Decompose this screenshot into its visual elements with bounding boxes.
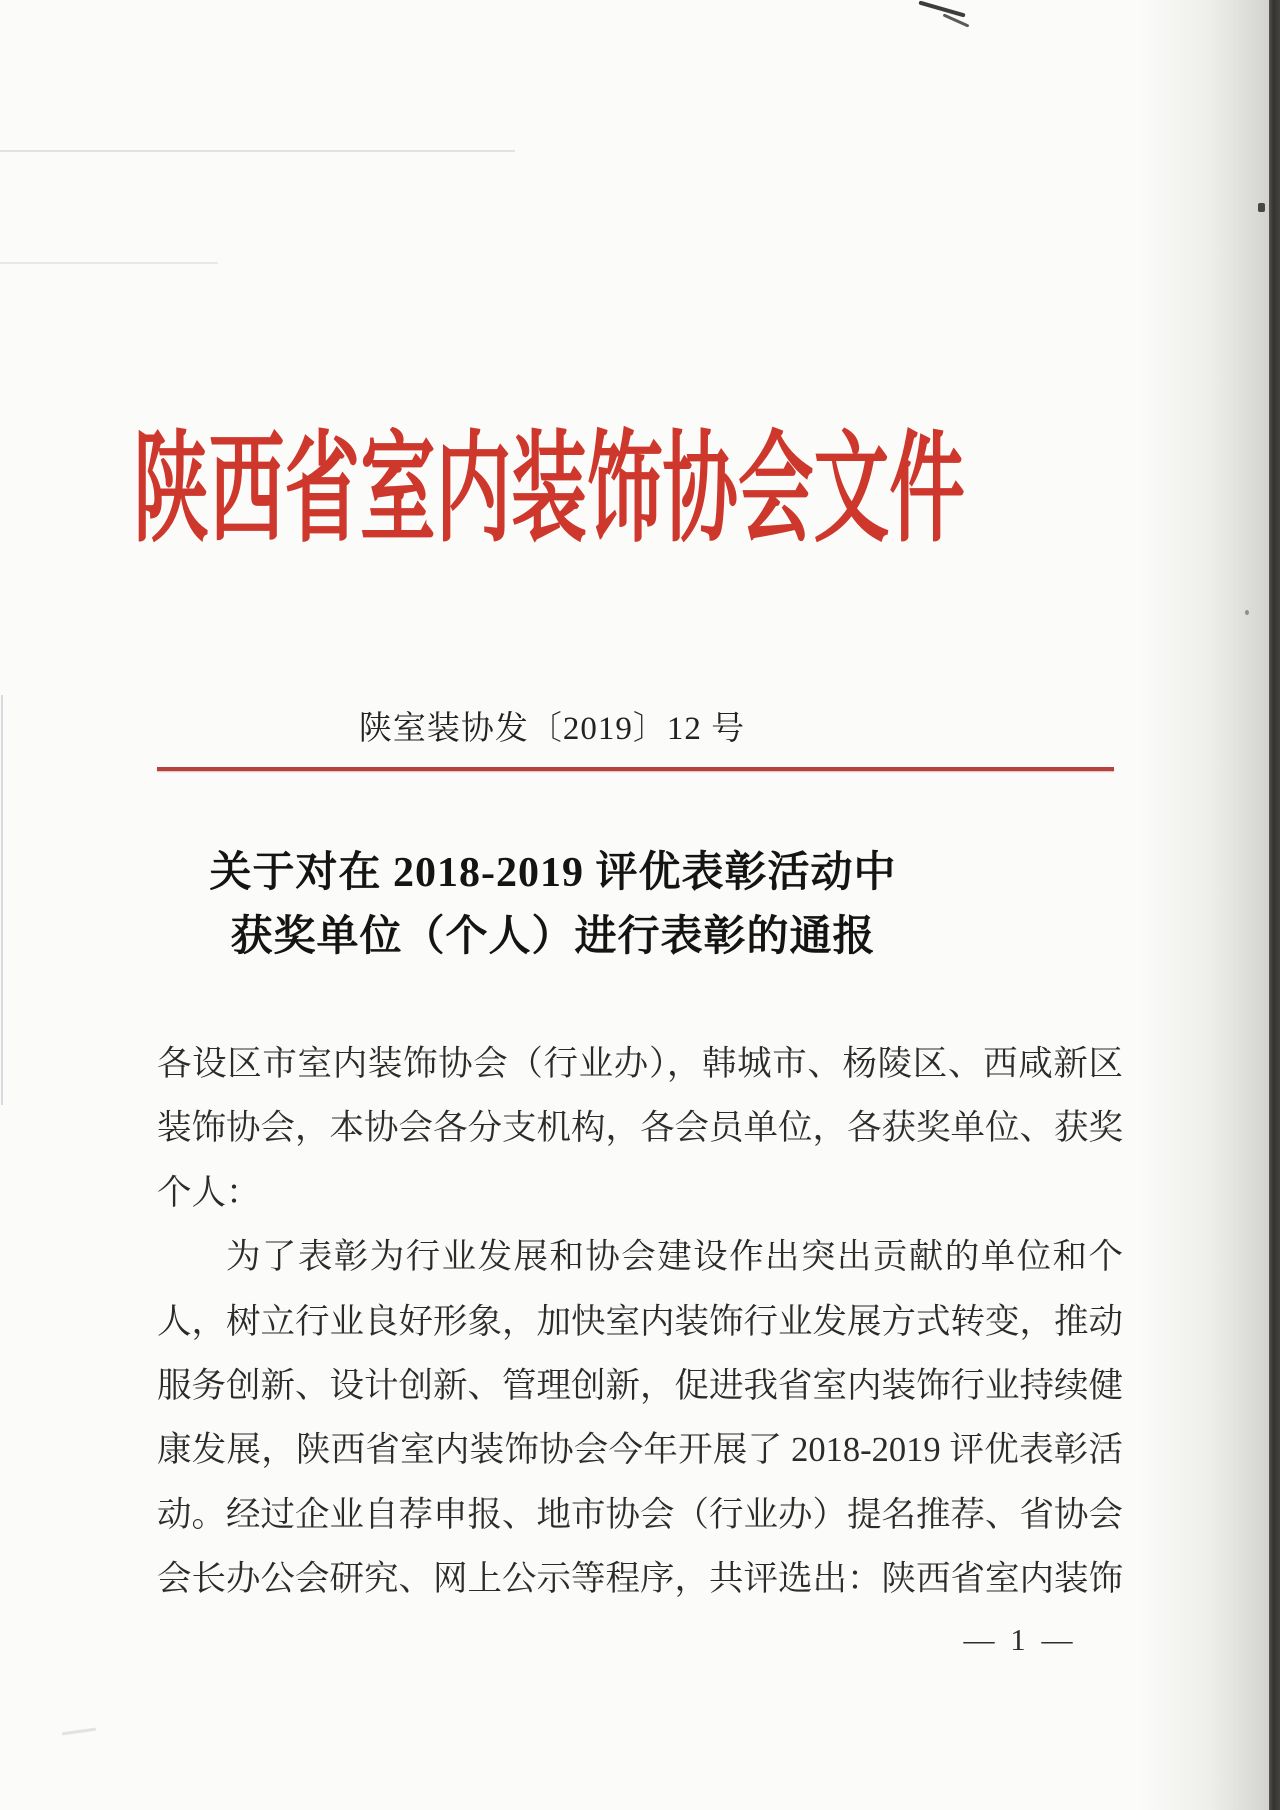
scan-artifact-speck [62, 1728, 96, 1736]
body-line: 各设区市室内装饰协会（行业办），韩城市、杨陵区、西咸新区 [157, 1045, 1123, 1083]
body-line: 个人： [157, 1173, 261, 1212]
page-number: — 1 — [963, 1622, 1077, 1657]
scan-page-edge-shadow [1140, 0, 1270, 1810]
body-line: 动。经过企业自荐申报、地市协会（行业办）提名推荐、省协会 [157, 1495, 1123, 1534]
body-line: 会长办公会研究、网上公示等程序，共评选出：陕西省室内装饰 [157, 1560, 1123, 1599]
body-paragraphs [157, 1032, 1123, 1612]
body-line: 为了表彰为行业发展和协会建设作出突出贡献的单位和个 [226, 1238, 1123, 1277]
scan-artifact-line [0, 150, 515, 152]
scan-artifact-scratch [943, 13, 970, 27]
scan-page-edge-dark-band [1269, 0, 1280, 1810]
notice-title-line-2: 获奖单位（个人）进行表彰的通报 [230, 914, 876, 960]
body-line: 服务创新、设计创新、管理创新，促进我省室内装饰行业持续健 [157, 1367, 1123, 1406]
scan-artifact-line [0, 262, 218, 264]
scan-artifact-speck [1258, 203, 1265, 212]
body-line: 康发展，陕西省室内装饰协会今年开展了 2018-2019 评优表彰活 [157, 1431, 1123, 1470]
red-divider-line [157, 767, 1114, 771]
document-number: 陕室装协发〔2019〕12 号 [358, 711, 746, 747]
body-line: 人，树立行业良好形象，加快室内装饰行业发展方式转变，推动 [157, 1302, 1123, 1341]
letterhead-title-text: 陕西省室内装饰协会文件 [133, 423, 965, 556]
notice-title [0, 841, 1106, 969]
scan-artifact-scratch [918, 0, 965, 17]
letterhead-title [129, 424, 969, 556]
scan-artifact-speck [1245, 610, 1249, 615]
notice-title-line-1: 关于对在 2018-2019 评优表彰活动中 [209, 850, 897, 896]
body-line: 装饰协会，本协会各分支机构，各会员单位，各获奖单位、获奖 [157, 1109, 1123, 1148]
